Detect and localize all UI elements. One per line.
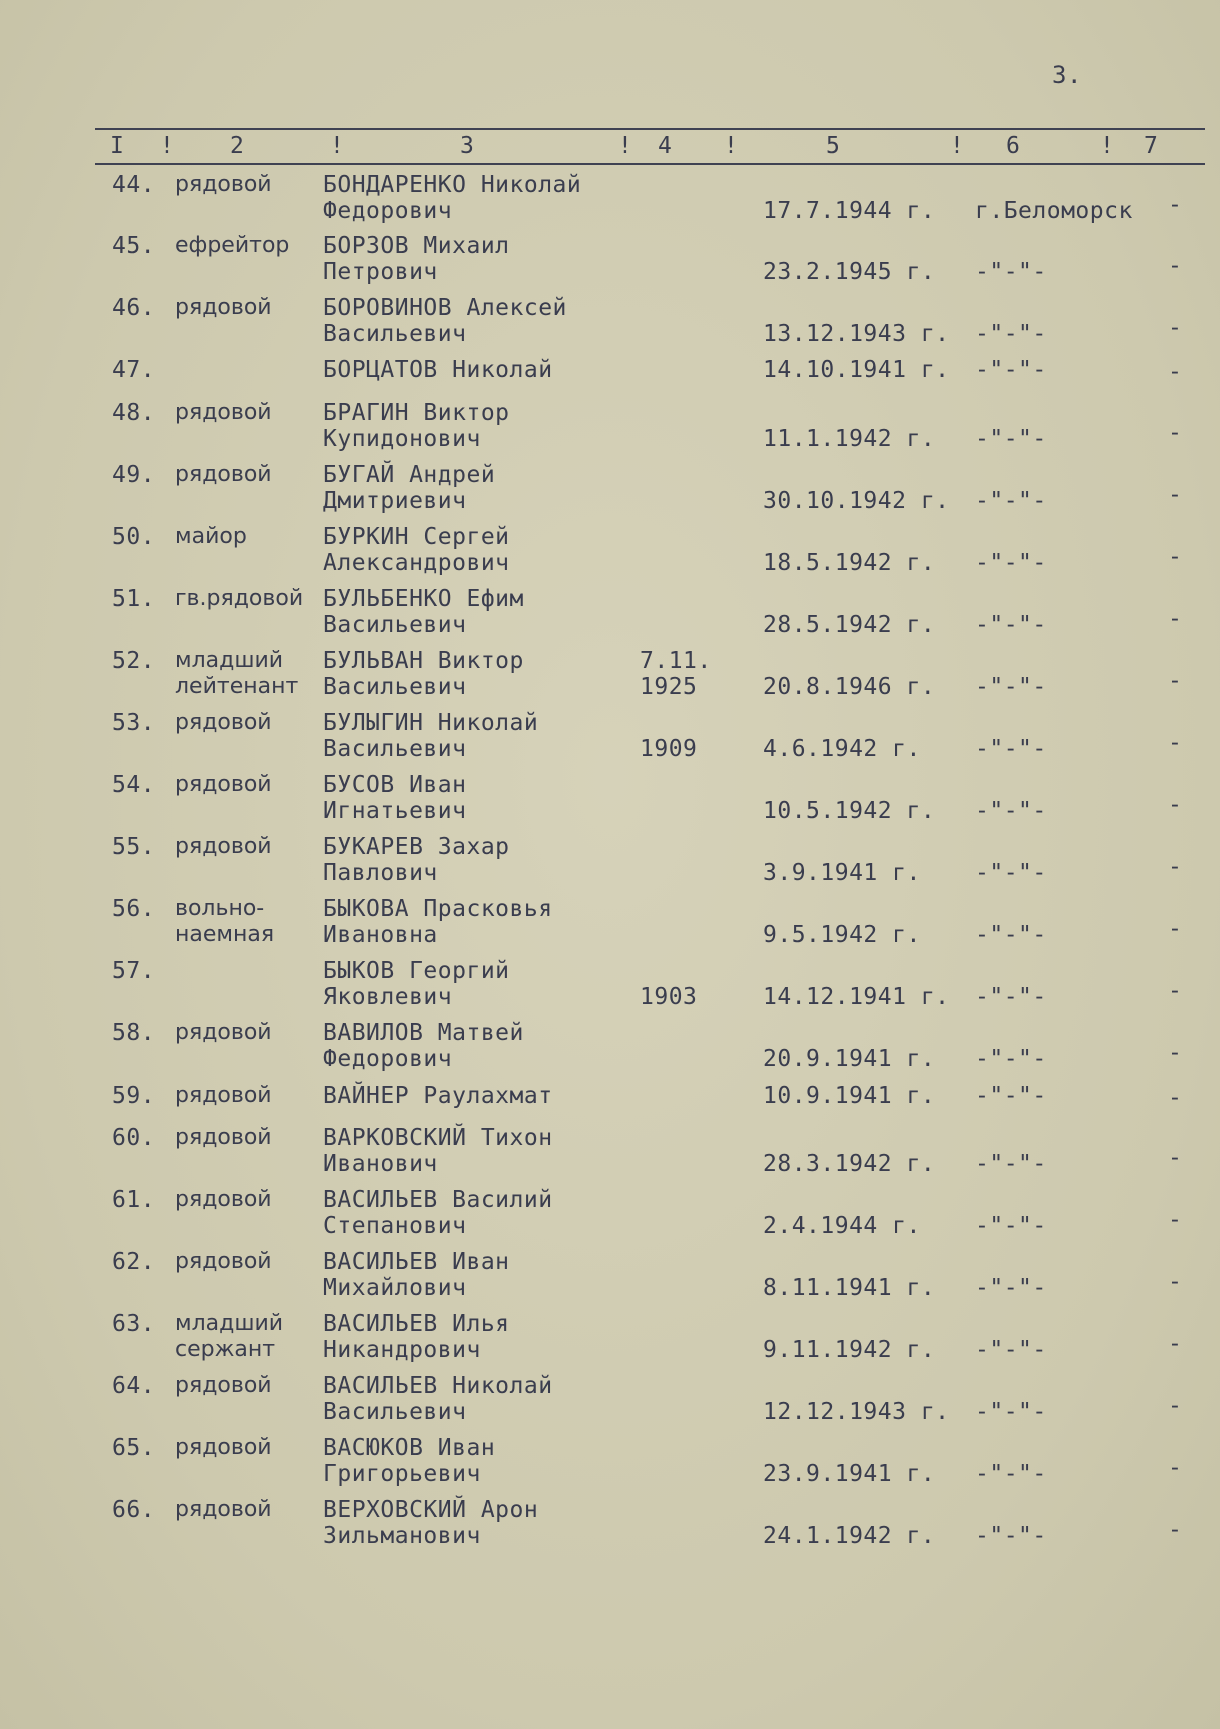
table-row bbox=[0, 834, 1220, 896]
table-row bbox=[0, 1311, 1220, 1373]
patronymic: Купидонович bbox=[323, 426, 481, 452]
table-row bbox=[0, 172, 1220, 234]
surname-name: БУЛЫГИН Николай bbox=[323, 710, 539, 736]
rank: рядовой bbox=[175, 295, 272, 320]
patronymic: Яковлевич bbox=[323, 984, 453, 1010]
page-number: 3. bbox=[1052, 61, 1082, 89]
table-row bbox=[0, 1373, 1220, 1435]
column-7-value: - bbox=[1168, 730, 1183, 756]
rank: младший bbox=[175, 648, 284, 673]
row-number: 66. bbox=[112, 1497, 156, 1523]
birth-year: 1925 bbox=[640, 674, 698, 700]
column-header-4: 4 bbox=[658, 133, 673, 159]
surname-name: БОНДАРЕНКО Николай bbox=[323, 172, 582, 198]
death-date: 4.6.1942 г. bbox=[763, 736, 921, 762]
patronymic: Васильевич bbox=[323, 321, 467, 347]
surname-name: БУГАЙ Андрей bbox=[323, 462, 496, 488]
column-7-value: - bbox=[1168, 916, 1183, 942]
row-number: 50. bbox=[112, 524, 156, 550]
rank: рядовой bbox=[175, 462, 272, 487]
surname-name: ВАРКОВСКИЙ Тихон bbox=[323, 1125, 553, 1151]
row-number: 52. bbox=[112, 648, 156, 674]
patronymic: Никандрович bbox=[323, 1337, 481, 1363]
rank: рядовой bbox=[175, 400, 272, 425]
surname-name: БУСОВ Иван bbox=[323, 772, 467, 798]
death-date: 3.9.1941 г. bbox=[763, 860, 921, 886]
rank: рядовой bbox=[175, 772, 272, 797]
row-number: 62. bbox=[112, 1249, 156, 1275]
patronymic: Федорович bbox=[323, 1046, 453, 1072]
burial-place: -"-"- bbox=[975, 736, 1047, 762]
surname-name: БУЛЬБЕНКО Ефим bbox=[323, 586, 524, 612]
rank: рядовой bbox=[175, 1497, 272, 1522]
row-number: 55. bbox=[112, 834, 156, 860]
surname-name: БУКАРЕВ Захар bbox=[323, 834, 510, 860]
death-date: 17.7.1944 г. bbox=[763, 198, 936, 224]
column-7-value: - bbox=[1168, 192, 1183, 218]
table-row bbox=[0, 1187, 1220, 1249]
table-row bbox=[0, 400, 1220, 462]
column-separator: ! bbox=[330, 133, 345, 159]
burial-place: -"-"- bbox=[975, 321, 1047, 347]
rank: рядовой bbox=[175, 834, 272, 859]
row-number: 64. bbox=[112, 1373, 156, 1399]
birth-year: 1903 bbox=[640, 984, 698, 1010]
death-date: 14.12.1941 г. bbox=[763, 984, 950, 1010]
column-7-value: - bbox=[1168, 978, 1183, 1004]
rank: рядовой bbox=[175, 1083, 272, 1108]
burial-place: -"-"- bbox=[975, 1213, 1047, 1239]
rank-line-2: лейтенант bbox=[175, 674, 299, 699]
patronymic: Петрович bbox=[323, 259, 438, 285]
table-row bbox=[0, 772, 1220, 834]
surname-name: БОРЦАТОВ Николай bbox=[323, 357, 553, 383]
death-date: 8.11.1941 г. bbox=[763, 1275, 936, 1301]
row-number: 63. bbox=[112, 1311, 156, 1337]
rank: младший bbox=[175, 1311, 284, 1336]
column-7-value: - bbox=[1168, 420, 1183, 446]
surname-name: БОРОВИНОВ Алексей bbox=[323, 295, 567, 321]
table-row bbox=[0, 1249, 1220, 1311]
column-7-value: - bbox=[1168, 1331, 1183, 1357]
rank: рядовой bbox=[175, 172, 272, 197]
patronymic: Александрович bbox=[323, 550, 510, 576]
rank-line-2: наемная bbox=[175, 922, 275, 947]
column-7-value: - bbox=[1168, 544, 1183, 570]
death-date: 30.10.1942 г. bbox=[763, 488, 950, 514]
burial-place: -"-"- bbox=[975, 674, 1047, 700]
rank: рядовой bbox=[175, 1020, 272, 1045]
column-header-7: 7 bbox=[1144, 133, 1159, 159]
column-header-2: 2 bbox=[230, 133, 245, 159]
death-date: 14.10.1941 г. bbox=[763, 357, 950, 383]
rank: вольно- bbox=[175, 896, 265, 921]
patronymic: Ивановна bbox=[323, 922, 438, 948]
column-header-6: 6 bbox=[1006, 133, 1021, 159]
patronymic: Васильевич bbox=[323, 736, 467, 762]
column-header-5: 5 bbox=[826, 133, 841, 159]
death-date: 9.11.1942 г. bbox=[763, 1337, 936, 1363]
birth-year: 1909 bbox=[640, 736, 698, 762]
row-number: 60. bbox=[112, 1125, 156, 1151]
burial-place: -"-"- bbox=[975, 1275, 1047, 1301]
death-date: 12.12.1943 г. bbox=[763, 1399, 950, 1425]
column-7-value: - bbox=[1168, 668, 1183, 694]
death-date: 20.8.1946 г. bbox=[763, 674, 936, 700]
column-header-1: I bbox=[110, 133, 125, 159]
burial-place: -"-"- bbox=[975, 1151, 1047, 1177]
row-number: 45. bbox=[112, 233, 156, 259]
burial-place: -"-"- bbox=[975, 1461, 1047, 1487]
birth-date: 7.11. bbox=[640, 648, 712, 674]
patronymic: Иванович bbox=[323, 1151, 438, 1177]
row-number: 61. bbox=[112, 1187, 156, 1213]
rank: рядовой bbox=[175, 1435, 272, 1460]
death-date: 28.3.1942 г. bbox=[763, 1151, 936, 1177]
patronymic: Степанович bbox=[323, 1213, 467, 1239]
burial-place: -"-"- bbox=[975, 1523, 1047, 1549]
burial-place: -"-"- bbox=[975, 550, 1047, 576]
surname-name: ВАСИЛЬЕВ Илья bbox=[323, 1311, 510, 1337]
table-row bbox=[0, 233, 1220, 295]
column-7-value: - bbox=[1168, 1085, 1183, 1111]
burial-place: -"-"- bbox=[975, 798, 1047, 824]
table-row bbox=[0, 896, 1220, 958]
table-row bbox=[0, 1125, 1220, 1187]
table-row bbox=[0, 1497, 1220, 1559]
burial-place: -"-"- bbox=[975, 1083, 1047, 1109]
surname-name: БУЛЬВАН Виктор bbox=[323, 648, 524, 674]
death-date: 24.1.1942 г. bbox=[763, 1523, 936, 1549]
row-number: 65. bbox=[112, 1435, 156, 1461]
surname-name: БОРЗОВ Михаил bbox=[323, 233, 510, 259]
column-separator: ! bbox=[950, 133, 965, 159]
row-number: 56. bbox=[112, 896, 156, 922]
burial-place: -"-"- bbox=[975, 1337, 1047, 1363]
patronymic: Васильевич bbox=[323, 612, 467, 638]
table-row bbox=[0, 295, 1220, 357]
column-7-value: - bbox=[1168, 1393, 1183, 1419]
death-date: 13.12.1943 г. bbox=[763, 321, 950, 347]
surname-name: БЫКОВ Георгий bbox=[323, 958, 510, 984]
surname-name: ВЕРХОВСКИЙ Арон bbox=[323, 1497, 539, 1523]
patronymic: Васильевич bbox=[323, 1399, 467, 1425]
surname-name: ВАСИЛЬЕВ Василий bbox=[323, 1187, 553, 1213]
table-row bbox=[0, 462, 1220, 524]
patronymic: Михайлович bbox=[323, 1275, 467, 1301]
row-number: 57. bbox=[112, 958, 156, 984]
burial-place: -"-"- bbox=[975, 357, 1047, 383]
rank: рядовой bbox=[175, 1373, 272, 1398]
row-number: 48. bbox=[112, 400, 156, 426]
column-separator: ! bbox=[618, 133, 633, 159]
death-date: 10.5.1942 г. bbox=[763, 798, 936, 824]
column-7-value: - bbox=[1168, 482, 1183, 508]
surname-name: БЫКОВА Прасковья bbox=[323, 896, 553, 922]
row-number: 47. bbox=[112, 357, 156, 383]
column-7-value: - bbox=[1168, 1040, 1183, 1066]
patronymic: Игнатьевич bbox=[323, 798, 467, 824]
column-header-3: 3 bbox=[460, 133, 475, 159]
column-7-value: - bbox=[1168, 1207, 1183, 1233]
death-date: 18.5.1942 г. bbox=[763, 550, 936, 576]
table-row bbox=[0, 1435, 1220, 1497]
patronymic: Федорович bbox=[323, 198, 453, 224]
burial-place: -"-"- bbox=[975, 259, 1047, 285]
rank: ефрейтор bbox=[175, 233, 290, 258]
table-row bbox=[0, 524, 1220, 586]
column-7-value: - bbox=[1168, 359, 1183, 385]
surname-name: ВАЙНЕР Раулахмат bbox=[323, 1083, 553, 1109]
column-7-value: - bbox=[1168, 315, 1183, 341]
burial-place: -"-"- bbox=[975, 426, 1047, 452]
death-date: 11.1.1942 г. bbox=[763, 426, 936, 452]
death-date: 10.9.1941 г. bbox=[763, 1083, 936, 1109]
burial-place: -"-"- bbox=[975, 488, 1047, 514]
column-7-value: - bbox=[1168, 1145, 1183, 1171]
table-row bbox=[0, 648, 1220, 710]
rank: рядовой bbox=[175, 1187, 272, 1212]
column-7-value: - bbox=[1168, 854, 1183, 880]
column-separator: ! bbox=[160, 133, 175, 159]
table-row bbox=[0, 958, 1220, 1020]
column-7-value: - bbox=[1168, 1517, 1183, 1543]
column-7-value: - bbox=[1168, 606, 1183, 632]
patronymic: Васильевич bbox=[323, 674, 467, 700]
table-row bbox=[0, 586, 1220, 648]
row-number: 58. bbox=[112, 1020, 156, 1046]
patronymic: Дмитриевич bbox=[323, 488, 467, 514]
burial-place: -"-"- bbox=[975, 1399, 1047, 1425]
burial-place: -"-"- bbox=[975, 1046, 1047, 1072]
table-row bbox=[0, 1020, 1220, 1082]
header-rule-top bbox=[95, 128, 1205, 130]
patronymic: Павлович bbox=[323, 860, 438, 886]
column-separator: ! bbox=[724, 133, 739, 159]
column-separator: ! bbox=[1100, 133, 1115, 159]
rank: рядовой bbox=[175, 710, 272, 735]
death-date: 23.2.1945 г. bbox=[763, 259, 936, 285]
surname-name: ВАСЮКОВ Иван bbox=[323, 1435, 496, 1461]
row-number: 59. bbox=[112, 1083, 156, 1109]
death-date: 28.5.1942 г. bbox=[763, 612, 936, 638]
death-date: 2.4.1944 г. bbox=[763, 1213, 921, 1239]
burial-place: -"-"- bbox=[975, 984, 1047, 1010]
row-number: 51. bbox=[112, 586, 156, 612]
burial-place: -"-"- bbox=[975, 860, 1047, 886]
rank: майор bbox=[175, 524, 247, 549]
death-date: 20.9.1941 г. bbox=[763, 1046, 936, 1072]
column-7-value: - bbox=[1168, 1269, 1183, 1295]
surname-name: БУРКИН Сергей bbox=[323, 524, 510, 550]
rank: рядовой bbox=[175, 1249, 272, 1274]
burial-place: -"-"- bbox=[975, 612, 1047, 638]
burial-place: г.Беломорск bbox=[975, 198, 1133, 224]
death-date: 9.5.1942 г. bbox=[763, 922, 921, 948]
burial-place: -"-"- bbox=[975, 922, 1047, 948]
rank: гв.рядовой bbox=[175, 586, 304, 611]
patronymic: Зильманович bbox=[323, 1523, 481, 1549]
surname-name: БРАГИН Виктор bbox=[323, 400, 510, 426]
patronymic: Григорьевич bbox=[323, 1461, 481, 1487]
row-number: 54. bbox=[112, 772, 156, 798]
row-number: 46. bbox=[112, 295, 156, 321]
death-date: 23.9.1941 г. bbox=[763, 1461, 936, 1487]
header-rule-bottom bbox=[95, 163, 1205, 165]
column-7-value: - bbox=[1168, 253, 1183, 279]
column-7-value: - bbox=[1168, 1455, 1183, 1481]
row-number: 44. bbox=[112, 172, 156, 198]
row-number: 49. bbox=[112, 462, 156, 488]
rank-line-2: сержант bbox=[175, 1337, 276, 1362]
row-number: 53. bbox=[112, 710, 156, 736]
table-row bbox=[0, 710, 1220, 772]
surname-name: ВАСИЛЬЕВ Иван bbox=[323, 1249, 510, 1275]
column-7-value: - bbox=[1168, 792, 1183, 818]
rank: рядовой bbox=[175, 1125, 272, 1150]
surname-name: ВАСИЛЬЕВ Николай bbox=[323, 1373, 553, 1399]
surname-name: ВАВИЛОВ Матвей bbox=[323, 1020, 524, 1046]
